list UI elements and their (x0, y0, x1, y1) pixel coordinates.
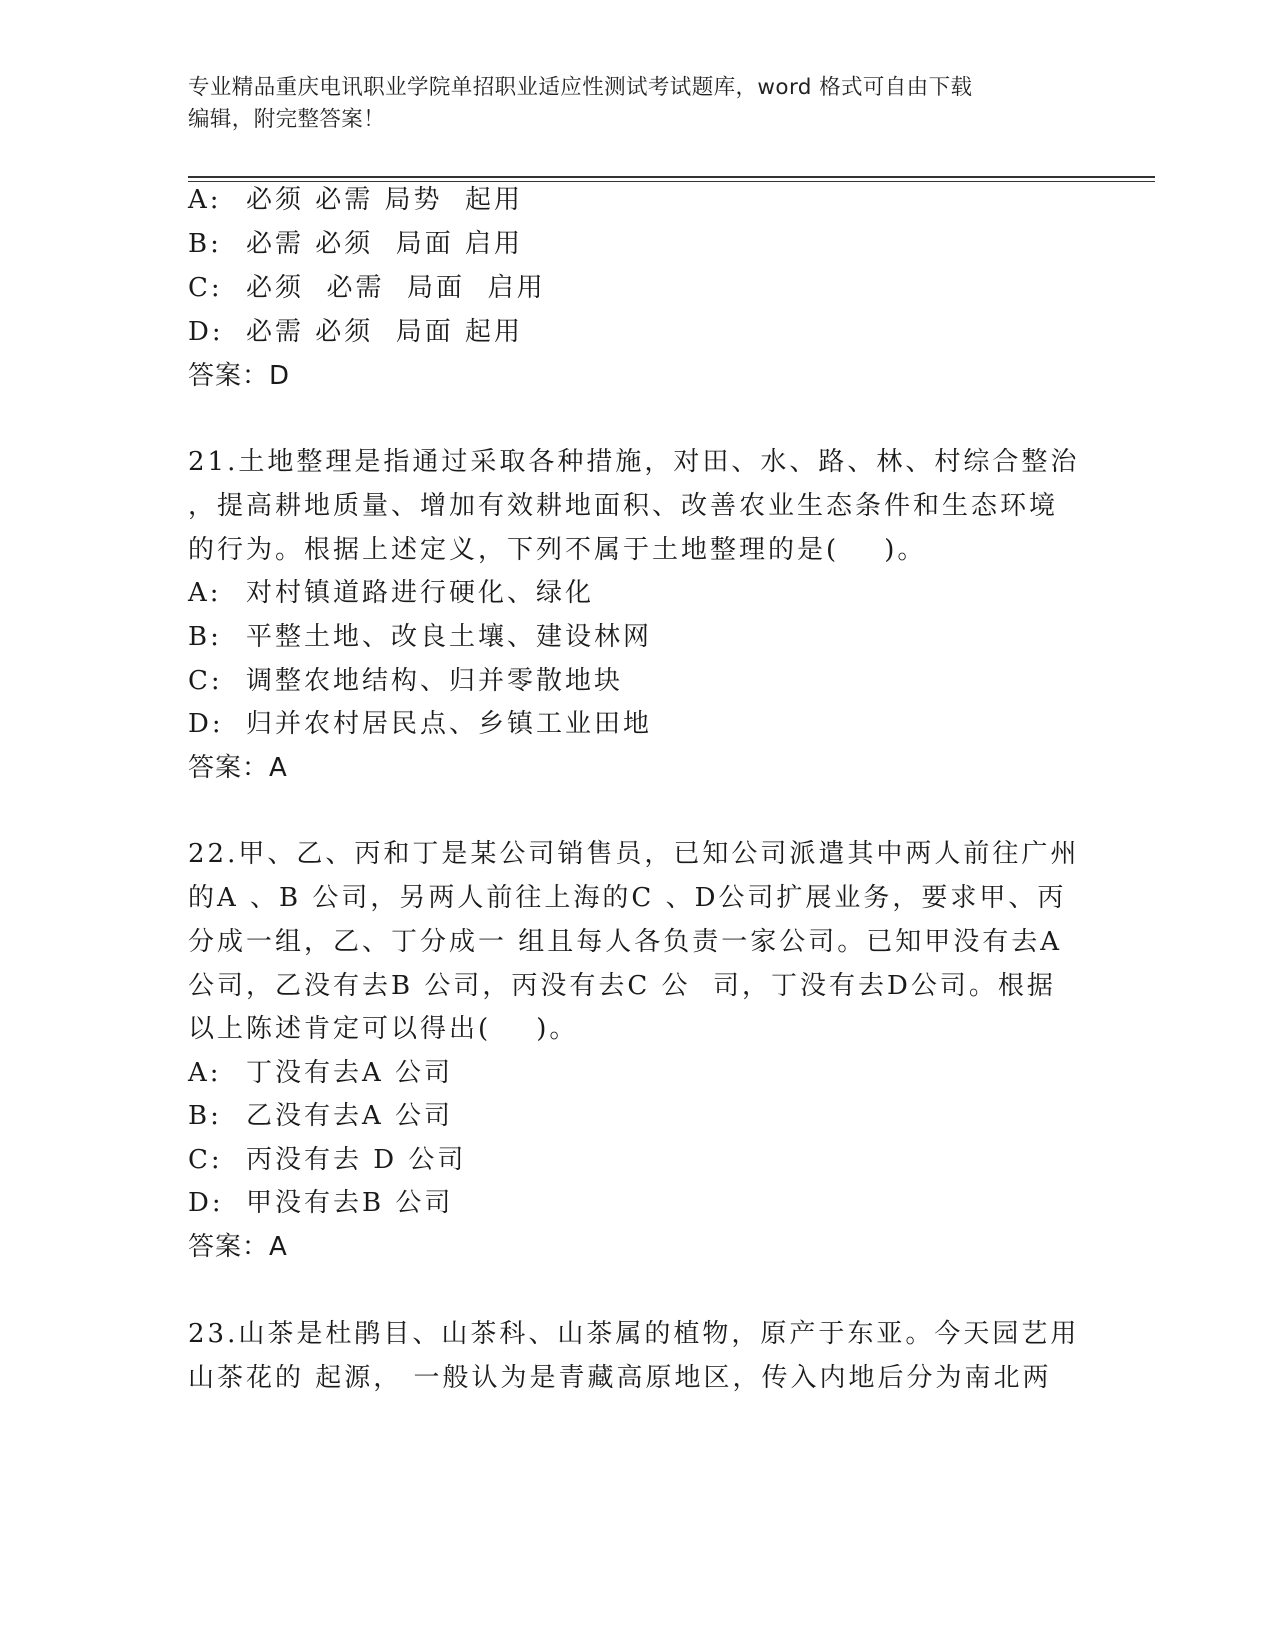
q22-stem-line-3: 分成一组，乙、丁分成一 组且每人各负责一家公司。已知甲没有去A (188, 927, 1063, 957)
q22-option-a: A: 丁没有去A 公司 (188, 1058, 454, 1088)
q21-option-d: D: 归并农村居民点、乡镇工业田地 (188, 709, 653, 739)
q21-answer: 答案：A (188, 753, 288, 783)
q21-option-a: A: 对村镇道路进行硬化、绿化 (188, 578, 595, 608)
q20-answer: 答案：D (188, 361, 291, 391)
q22-stem-line-1: 22.甲、乙、丙和丁是某公司销售员，已知公司派遣其中两人前往广州 (188, 839, 1080, 869)
q21-option-c: C: 调整农地结构、归并零散地块 (188, 666, 624, 696)
q23-stem-line-2: 山茶花的 起源， 一般认为是青藏高原地区，传入内地后分为南北两 (188, 1363, 1052, 1393)
q20-option-a: A: 必须 必需 局势 起用 (188, 185, 524, 215)
q20-option-b: B: 必需 必须 局面 启用 (188, 229, 524, 259)
q20-option-d: D: 必需 必须 局面 起用 (188, 317, 524, 347)
header-line-2: 编辑，附完整答案！ (188, 107, 386, 132)
q22-answer: 答案：A (188, 1232, 288, 1262)
q20-option-c: C: 必须 必需 局面 启用 (188, 273, 546, 303)
q22-stem-line-2: 的A 、B 公司，另两人前往上海的C 、D公司扩展业务，要求甲、丙 (188, 883, 1067, 913)
q22-stem-line-4: 公司，乙没有去B 公司，丙没有去C 公 司，丁没有去D公司。根据 (188, 971, 1056, 1001)
q21-stem-line-2: ，提高耕地质量、增加有效耕地面积、改善农业生态条件和生态环境 (188, 491, 1059, 521)
header-line-1: 专业精品重庆电讯职业学院单招职业适应性测试考试题库，word 格式可自由下载 (188, 75, 973, 100)
q22-stem-line-5: 以上陈述肯定可以得出( )。 (188, 1014, 579, 1044)
page-header (188, 72, 1088, 136)
q22-option-d: D: 甲没有去B 公司 (188, 1188, 454, 1218)
q22-option-b: B: 乙没有去A 公司 (188, 1101, 454, 1131)
q21-option-b: B: 平整土地、改良土壤、建设林网 (188, 622, 653, 652)
q21-stem-line-1: 21.土地整理是指通过采取各种措施，对田、水、路、林、村综合整治 (188, 447, 1080, 477)
q23-stem-line-1: 23.山茶是杜鹃目、山茶科、山茶属的植物，原产于东亚。今天园艺用 (188, 1319, 1080, 1349)
q21-stem-line-3: 的行为。根据上述定义，下列不属于土地整理的是( )。 (188, 535, 927, 565)
q22-option-c: C: 丙没有去 D 公司 (188, 1145, 467, 1175)
